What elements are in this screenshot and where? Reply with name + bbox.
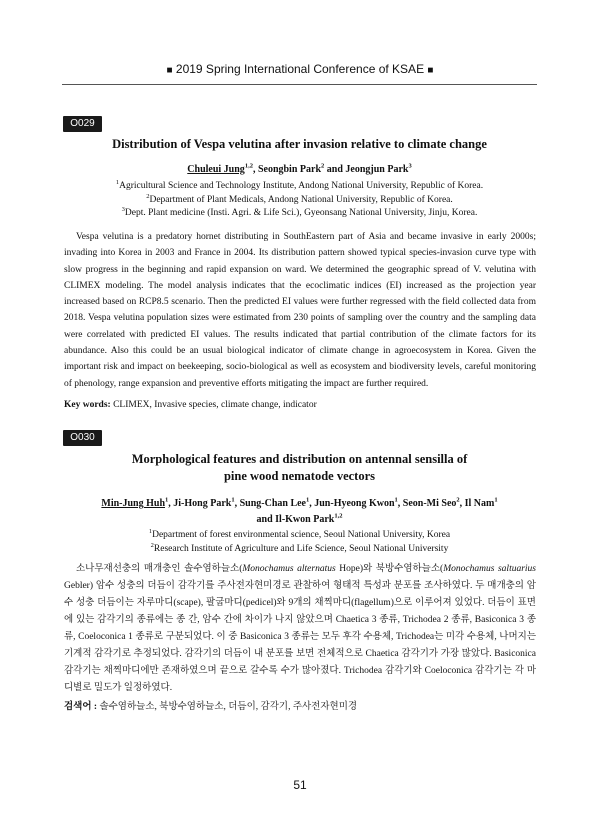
- affiliation-text: Department of Plant Medicals, Andong National University, Republic of Korea.: [149, 194, 453, 205]
- body-text: Gebler) 암수 성충의 더듬이 감각기를 주사전자현미경로 관찰하여 형태적 특성과 분포를 조사하였다. 두 매개충의 암수 성충 더듬이는 자루마디(scape), 팔굽마디(pedicel)와 9개의 채찍마디(flagellum)으로 이루어져 있었다. 더듬이 표면에 있는 감각기의 종류에는 종 간, 암수 간에 차이가 나지 않았으며 Chaetica 3 종류, Trichodea 2 종류, Basiconica 3 종류, Coeloconica 1 종류로 구분되었다. 이 중 Basiconica 3 종류는 모두 후각 수용체, Trichodea는 미각 수용체, 나머지는 기계적 감각기로 추정되었다. 감각기의 더듬이 내 분포를 보면 전체적으로 Chaetica 감각기가 가장 많았다. Basiconica 감각기는 채찍마디에만 존재하였으며 끝으로 갈수록 수가 많아졌다. Trichodea 감각기와 Coeloconica 감각기는 각 마디별로 밀도가 일정하였다.: [64, 581, 536, 693]
- affiliation-list: [62, 529, 537, 556]
- header-square-left-icon: ■: [166, 65, 173, 76]
- author-name: and Il-Kwon Park: [256, 514, 335, 525]
- abstract-title-line: pine wood nematode vectors: [223, 469, 376, 483]
- affiliation-mark: 2: [150, 541, 154, 549]
- conference-header: [0, 62, 600, 76]
- author-name: Ji-Hong Park: [173, 498, 232, 509]
- header-divider: [62, 84, 537, 85]
- affiliation-mark: 1: [148, 527, 153, 535]
- author-name: Sung-Chan Lee: [239, 498, 306, 509]
- keywords-value: 솔수염하늘소, 북방수염하늘소, 더듬이, 감각기, 주사전자현미경: [99, 702, 358, 712]
- abstract-title-line: Morphological features and distribution on antennal sensilla of: [131, 452, 468, 466]
- keywords-label: 검색어 :: [64, 702, 98, 712]
- affiliation-line: [62, 543, 537, 557]
- affiliation-line: [62, 529, 537, 543]
- author-name: Jun-Hyeong Kwon: [314, 498, 395, 509]
- author-line: [62, 512, 537, 528]
- keywords-line: [64, 700, 536, 714]
- conference-title: 2019 Spring International Conference of KSAE: [175, 62, 425, 76]
- author-line: Min-Jung Huh$^1$, Ji-Hong Park$^1$, Sung-Chan Lee$^1$, Jun-Hyeong Kwon$^1$, Seon-Mi Seo$^2$, Il Nam$^1$: [101, 496, 498, 509]
- affiliation-text: Agricultural Science and Technology Institute, Andong National University, Republic of Korea.: [119, 181, 484, 191]
- body-text: 소나무재선충의 매개충인 솔수염하늘소(: [76, 564, 243, 574]
- affiliation-mark: 3: [121, 205, 125, 213]
- abstract-code-badge: O029: [63, 116, 102, 132]
- abstract-title: Distribution of Vespa velutina after invasion relative to climate change: [112, 137, 487, 151]
- author-affiliation-mark: 1,2: [334, 512, 343, 520]
- abstract-body: Vespa velutina is a predatory hornet distributing in SouthEastern part of Asia and became invasive in early 2000s; invading into Korea in 2003 and France in 2004. Its distribution pattern showed typical species-invasion curve type with slow progress in the beginning and rapid expansion on ward. We determined the geographic spread of V. velutina with CLIMEX modeling. The model analysis indicates that the ecoclimatic indices (EI) increased as the projection year increased based on RCP8.5 scenario. Then the predicted EI values were further regressed with the field collected data from 2018. Vespa velutina population sizes were estimated from 230 points of sampling over the country and the sampling data were correlated with predicted EI values. The results indicated that partial contribution of the climate factors for its abundance. Also this could be an usual biological indicator of climate change in agroecosystem in Korea. Given the important risk and impact on beekeeping, socio-biological as well as ecosystem and biodiversity levels, careful monitoring of phenology, range expansion and preventive efforts mitigating the impact are further required.: [64, 232, 536, 389]
- author-affiliation-mark: 1: [394, 496, 398, 504]
- affiliation-line: [62, 194, 537, 208]
- affiliation-line: [62, 207, 537, 221]
- affiliation-line: [62, 180, 537, 194]
- presenting-author: Min-Jung Huh: [101, 498, 166, 509]
- keywords-line: [64, 398, 536, 412]
- author-affiliation-mark: 1: [305, 496, 310, 504]
- author-name: Seon-Mi Seo: [402, 498, 457, 509]
- author-affiliation-mark: 1: [231, 496, 235, 504]
- author-affiliation-mark: 2: [456, 496, 460, 504]
- affiliation-mark: 2: [146, 192, 150, 200]
- author-affiliation-mark: 2: [321, 162, 325, 170]
- affiliation-text: Research Institute of Agriculture and Life Science, Seoul National University: [153, 543, 449, 554]
- abstract-body: [64, 561, 536, 697]
- affiliation-mark: 1: [115, 178, 120, 186]
- author-affiliation-mark: 1: [165, 496, 169, 504]
- abstract-title: [62, 451, 537, 485]
- body-text: Hope)와 북방수염하늘소(: [335, 564, 444, 574]
- keywords-value: CLIMEX, Invasive species, climate change, indicator: [113, 400, 317, 410]
- author-list: Chuleui Jung$^{1,2}$, Seongbin Park$^2$ and Jeongjun Park$^3$: [187, 162, 412, 175]
- author-affiliation-mark: 3: [408, 162, 412, 170]
- author-affiliation-mark: 1,2: [244, 162, 253, 170]
- presenting-author: Chuleui Jung: [187, 164, 245, 175]
- affiliation-text: Department of forest environmental science, Seoul National University, Korea: [152, 530, 451, 540]
- header-square-right-icon: ■: [427, 65, 434, 76]
- author-affiliation-mark: 1: [494, 496, 498, 504]
- species-name: Monochamus saltuarius: [443, 564, 536, 574]
- species-name: Monochamus alternatus: [242, 564, 336, 574]
- affiliation-text: Dept. Plant medicine (Insti. Agri. & Life Sci.), Gyeonsang National University, Jinju, Korea.: [124, 208, 478, 218]
- author-name: Seongbin Park: [257, 164, 322, 175]
- keywords-label: Key words:: [64, 400, 111, 410]
- author-list: [62, 496, 537, 528]
- page-number: 51: [293, 778, 307, 792]
- affiliation-list: [62, 180, 537, 221]
- abstract-code-badge: O030: [63, 430, 102, 446]
- author-name: Il Nam: [464, 498, 495, 509]
- author-name: Jeongjun Park: [345, 164, 409, 175]
